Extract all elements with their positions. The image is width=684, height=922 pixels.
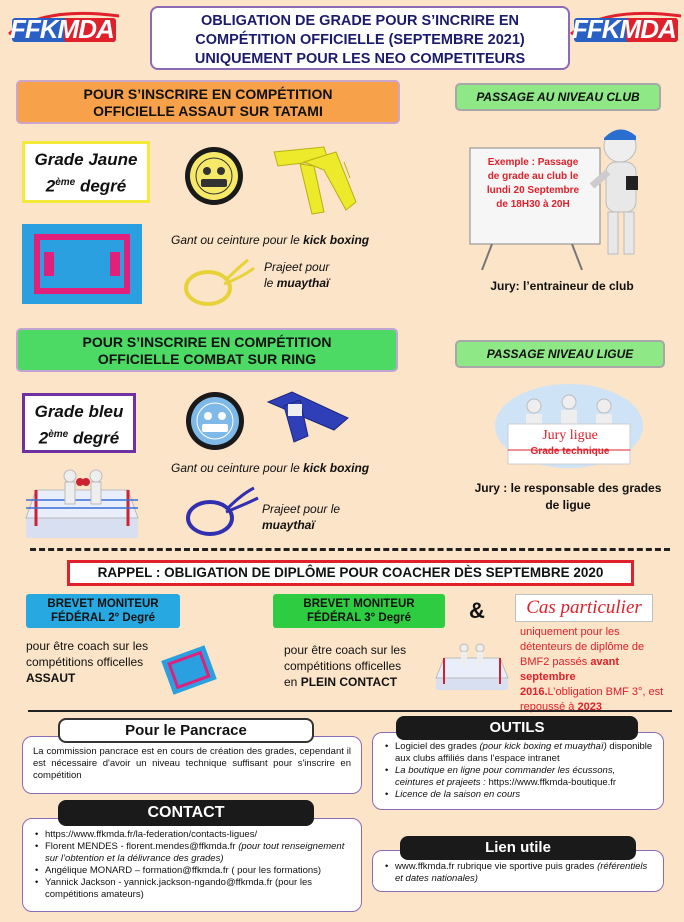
- pancrace-panel: [22, 736, 362, 794]
- tatami-small-icon: [158, 644, 220, 696]
- combat-bar-line-1: POUR S’INSCRIRE EN COMPÉTITION: [82, 334, 332, 350]
- outils-item-licence: • Licence de la saison en cours: [385, 789, 655, 801]
- contact-item-ligues[interactable]: • https://www.ffkmda.fr/la-federation/contacts-ligues/: [35, 829, 353, 841]
- ligue-sign: [520, 428, 620, 460]
- assaut-prajeet-label: Prajeet pour le muaythaï: [264, 260, 330, 290]
- club-example-text: Exemple : Passage de grade au club le lundi 20 Septembre de 18H30 à 20H: [486, 157, 580, 210]
- ligue-sign-subtitle: Grade technique: [530, 446, 610, 457]
- brevet-3-degre-box: BREVET MONITEUR FÉDÉRAL 3° Degré: [273, 594, 445, 628]
- outils-panel: [372, 732, 664, 810]
- ligue-level-bar: PASSAGE NIVEAU LIGUE: [455, 340, 665, 368]
- title-line-1: OBLIGATION DE GRADE POUR S’INCRIRE EN: [201, 13, 519, 29]
- outils-item-boutique: • La boutique en ligne pour commander les écussons, ceintures et prajeets : https://www.ffkmda-boutique.fr: [385, 765, 655, 789]
- assaut-gant-label: Gant ou ceinture pour le kick boxing: [171, 233, 370, 247]
- logo-text: FFKMDA: [572, 14, 676, 44]
- ligue-jury-text: Jury : le responsable des grades de ligue: [474, 481, 662, 512]
- pancrace-text: La commission pancrace est en cours de création des grades, cependant il est nécessaire d'avoir un niveau technique suffisant pour s'inscrire en compétition: [33, 746, 351, 781]
- section-rule: [28, 710, 672, 712]
- assaut-section-bar: [16, 80, 400, 124]
- grade-bleu-degree: 2ème degré: [38, 428, 120, 448]
- yellow-prajeet-icon: [178, 252, 258, 312]
- grade-jaune-degree: 2ème degré: [45, 176, 127, 196]
- ampersand: &: [469, 598, 485, 623]
- contact-header: CONTACT: [58, 800, 314, 826]
- combat-bar-line-2: OFFICIELLE COMBAT SUR RING: [97, 351, 317, 367]
- grade-bleu-box: [22, 393, 136, 453]
- combat-prajeet-label: Prajeet pour le muaythaï: [262, 502, 341, 532]
- contact-item-yannick: • Yannick Jackson - yannick.jackson-ngando@ffkmda.fr (pour les compétitions amateurs): [35, 877, 353, 901]
- lien-utile-header: Lien utile: [400, 836, 636, 860]
- title-line-3: UNIQUEMENT POUR LES NEO COMPETITEURS: [194, 51, 526, 67]
- combat-section-bar: [16, 328, 398, 372]
- boxing-ring-illustration: [22, 460, 142, 542]
- contact-item-florent: • Florent MENDES - florent.mendes@ffkmda.fr (pour tout renseignement sur l’obtention et la délivrance des grades): [35, 841, 353, 865]
- grade-jaune-label: Grade Jaune: [34, 150, 138, 169]
- outils-item-logiciel: • Logiciel des grades (pour kick boxing et muaythaï) disponible aux clubs affiliés dans l’espace intranet: [385, 741, 655, 765]
- blue-badge-icon: [184, 390, 246, 452]
- grade-bleu-label: Grade bleu: [34, 402, 124, 421]
- pancrace-header: Pour le Pancrace: [58, 718, 314, 743]
- ffkmda-logo-right: [566, 6, 684, 56]
- ffkmda-logo-left: [4, 6, 124, 56]
- yellow-badge-icon: [183, 145, 245, 207]
- logo-text: FFKMDA: [10, 14, 114, 44]
- combat-gant-label: Gant ou ceinture pour le kick boxing: [171, 461, 370, 475]
- title-line-2: COMPÉTITION OFFICIELLE (SEPTEMBRE 2021): [195, 32, 525, 48]
- cas-particulier-title: Cas particulier: [515, 594, 653, 622]
- lien-item[interactable]: • www.ffkmda.fr rubrique vie sportive puis grades (référentiels et dates nationales): [385, 861, 655, 885]
- club-level-bar: PASSAGE AU NIVEAU CLUB: [455, 83, 661, 111]
- brevet-2-degre-box: BREVET MONITEUR FÉDÉRAL 2° Degré: [26, 594, 180, 628]
- outils-header: OUTILS: [396, 716, 638, 740]
- cas-particulier-body: uniquement pour les détenteurs de diplôme de BMF2 passés avant septembre 2016.L’obligation BMF 3°, est repoussé à 2023: [520, 626, 664, 713]
- page-title: [150, 6, 570, 70]
- assaut-bar-line-2: OFFICIELLE ASSAUT SUR TATAMI: [93, 103, 323, 119]
- blue-belt-icon: [264, 388, 354, 448]
- rappel-banner: RAPPEL : OBLIGATION DE DIPLÔME POUR COACHER DÈS SEPTEMBRE 2020: [67, 560, 634, 586]
- contact-panel: [22, 818, 362, 912]
- assaut-bar-line-1: POUR S’INSCRIRE EN COMPÉTITION: [83, 86, 333, 102]
- brevet-2-description: pour être coach sur les compétitions officelles ASSAUT: [26, 639, 149, 685]
- contact-item-angelique: • Angélique MONARD – formation@ffkmda.fr ( pour les formations): [35, 865, 353, 877]
- tatami-icon: [22, 224, 142, 304]
- club-jury-text: Jury: l’entraineur de club: [490, 279, 634, 293]
- ring-small-illustration: [432, 636, 512, 694]
- grade-jaune-box: [22, 141, 150, 203]
- brevet-3-description: pour être coach sur les compétitions officelles en PLEIN CONTACT: [284, 643, 407, 689]
- yellow-belt-icon: [264, 142, 364, 222]
- ligue-sign-title: Jury ligue: [542, 428, 598, 443]
- dashed-separator: [30, 548, 670, 551]
- blue-prajeet-icon: [180, 480, 260, 544]
